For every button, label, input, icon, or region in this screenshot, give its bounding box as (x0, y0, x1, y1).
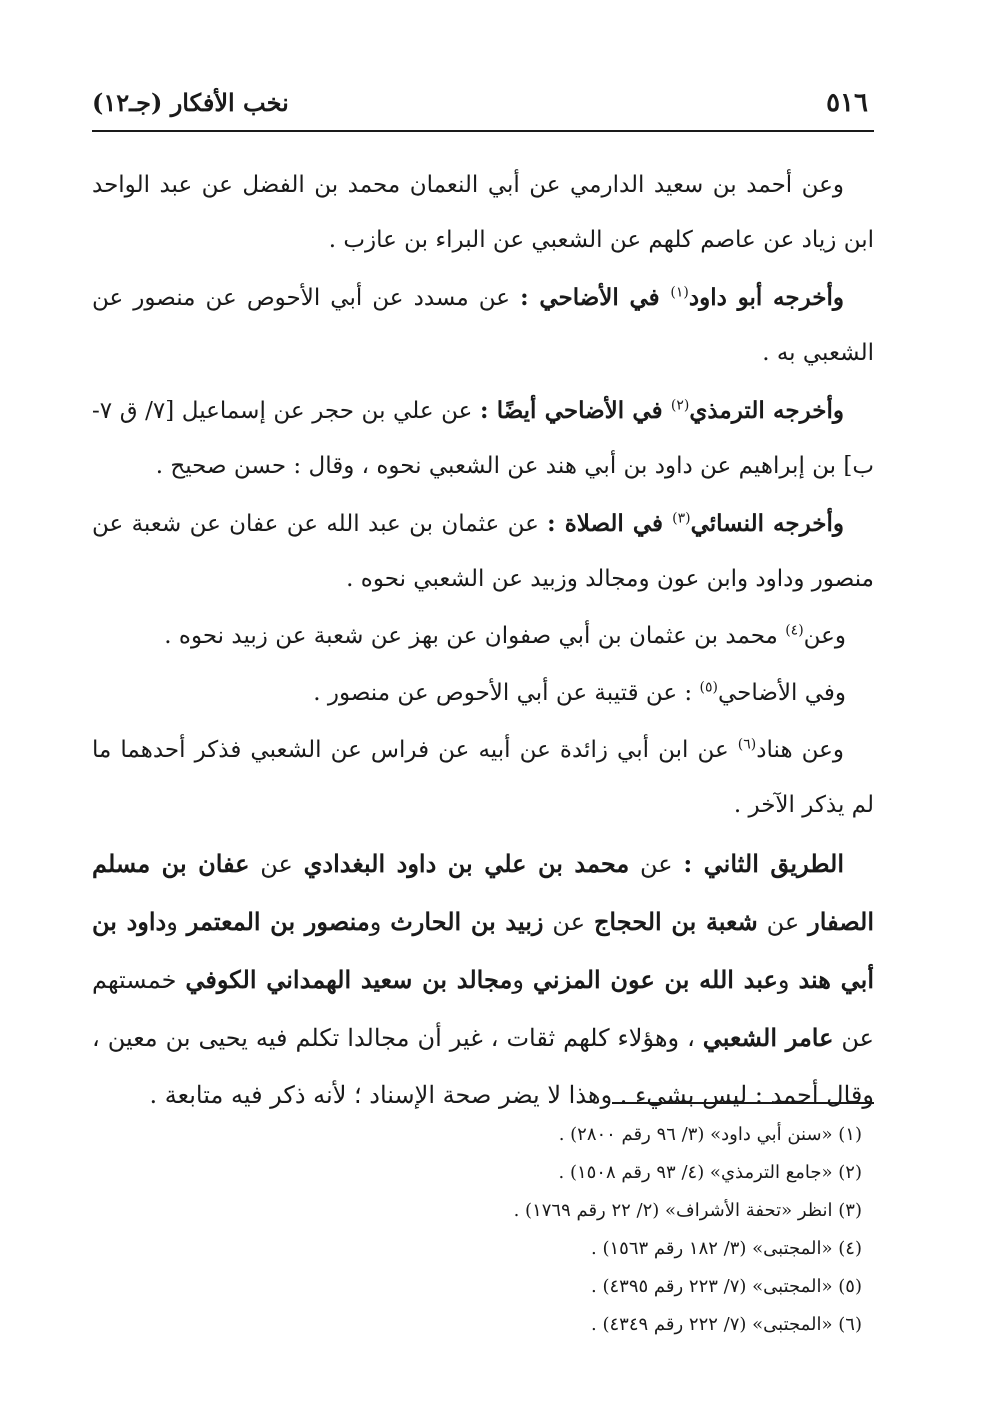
text-run: عن (249, 850, 304, 878)
footnote-divider (612, 1102, 874, 1104)
text-run: عن علي بن حجر عن إسماعيل [٧/ ق ٧-ب] بن إبراهيم عن داود بن أبي هند عن الشعبي نحوه ، وقال : حسن صحيح . (92, 398, 874, 479)
text-run: وعن (803, 623, 846, 649)
text-run: خمستهم عن (92, 966, 874, 1052)
footnote: (٣) انظر «تحفة الأشراف» (٢/ ٢٢ رقم ١٧٦٩) . (513, 1200, 862, 1221)
bold-run: في الأضاحي : (520, 284, 671, 311)
bold-run: وأخرجه الترمذي (689, 397, 844, 424)
bold-run: الطريق الثاني : (683, 849, 844, 878)
header-divider (92, 130, 874, 132)
narrator-name: مجالد بن سعيد الهمداني الكوفي (185, 965, 513, 994)
text-run: عن ابن أبي زائدة عن أبيه عن فراس عن الشعبي فذكر أحدهما ما لم يذكر الآخر . (92, 737, 874, 818)
page-header (92, 88, 874, 124)
text-run: عن (629, 850, 684, 878)
main-text (92, 158, 874, 1126)
footnote-ref: (٤) (785, 622, 804, 639)
bold-run: وأخرجه أبو داود (688, 284, 844, 311)
text-run: عن عثمان بن عبد الله عن عفان عن شعبة عن منصور وداود وابن عون ومجالد وزبيد عن الشعبي نحوه . (92, 511, 874, 592)
text-run: : عن قتيبة عن أبي الأحوص عن منصور . (313, 680, 700, 706)
book-title: نخب الأفكار (جـ١٢) (92, 88, 289, 117)
footnote-ref: (٥) (699, 679, 718, 696)
footnote: (١) «سنن أبي داود» (٣/ ٩٦ رقم ٢٨٠٠) . (558, 1124, 862, 1145)
footnotes (92, 1116, 862, 1344)
footnote-ref: (٦) (737, 736, 757, 753)
bold-run: في الصلاة : (547, 510, 673, 537)
narrator-name: عفان بن مسلم الصفار (92, 849, 875, 936)
paragraph (92, 158, 874, 268)
narrator-name: عامر الشعبي (702, 1023, 834, 1052)
footnote: (٦) «المجتبى» (٧/ ٢٢٢ رقم ٤٣٤٩) . (591, 1314, 862, 1335)
paragraph (92, 383, 874, 494)
paragraph (92, 666, 874, 721)
footnote-ref: (٢) (670, 397, 690, 414)
narrator-name: عبد الله بن عون المزني (532, 965, 778, 994)
footnote-ref: (٣) (672, 510, 691, 527)
narrator-name: زبيد بن الحارث (390, 907, 544, 936)
text-run: و (166, 908, 187, 936)
bold-run: في الأضاحي أيضًا : (479, 397, 671, 424)
text-run: و (369, 908, 391, 936)
footnote: (٤) «المجتبى» (٣/ ١٨٢ رقم ١٥٦٣) . (591, 1238, 862, 1259)
text-run: ، وهؤلاء كلهم ثقات ، غير أن مجالدا تكلم فيه يحيى بن معين ، وقال أحمد : ليس بشيء . وهذا لا يضر صحة الإسناد ؛ لأنه ذكر فيه متابعة . (92, 1024, 874, 1109)
text-run: و (512, 966, 533, 994)
paragraph (92, 270, 874, 381)
text-run: محمد بن عثمان بن أبي صفوان عن بهز عن شعبة عن زبيد نحوه . (164, 623, 786, 649)
footnote: (٥) «المجتبى» (٧/ ٢٢٣ رقم ٤٣٩٥) . (591, 1276, 862, 1297)
page-number: ٥١٦ (826, 88, 868, 118)
text-run: و (777, 966, 799, 994)
narrator-name: محمد بن علي بن داود البغدادي (303, 849, 630, 878)
paragraph (92, 496, 874, 607)
paragraph (92, 723, 874, 833)
text-run: وعن هناد (756, 737, 844, 763)
bold-run: وأخرجه النسائي (690, 510, 844, 537)
paragraph-second-route (92, 835, 874, 1124)
footnote-ref: (١) (670, 284, 689, 301)
paragraph (92, 609, 874, 664)
text-run: عن مسدد عن أبي الأحوص عن منصور عن الشعبي به . (92, 285, 874, 366)
narrator-name: منصور بن المعتمر (186, 907, 370, 936)
text-run: وعن أحمد بن سعيد الدارمي عن أبي النعمان محمد بن الفضل عن عبد الواحد ابن زياد عن عاصم كلهم عن الشعبي عن البراء بن عازب . (92, 172, 874, 253)
narrator-name: شعبة بن الحجاج (593, 907, 758, 936)
text-run: عن (757, 908, 809, 936)
footnote: (٢) «جامع الترمذي» (٤/ ٩٣ رقم ١٥٠٨) . (558, 1162, 862, 1183)
text-run: وفي الأضاحي (717, 680, 846, 706)
narrator-name: داود بن أبي هند (92, 907, 875, 994)
text-run: عن (543, 908, 594, 936)
